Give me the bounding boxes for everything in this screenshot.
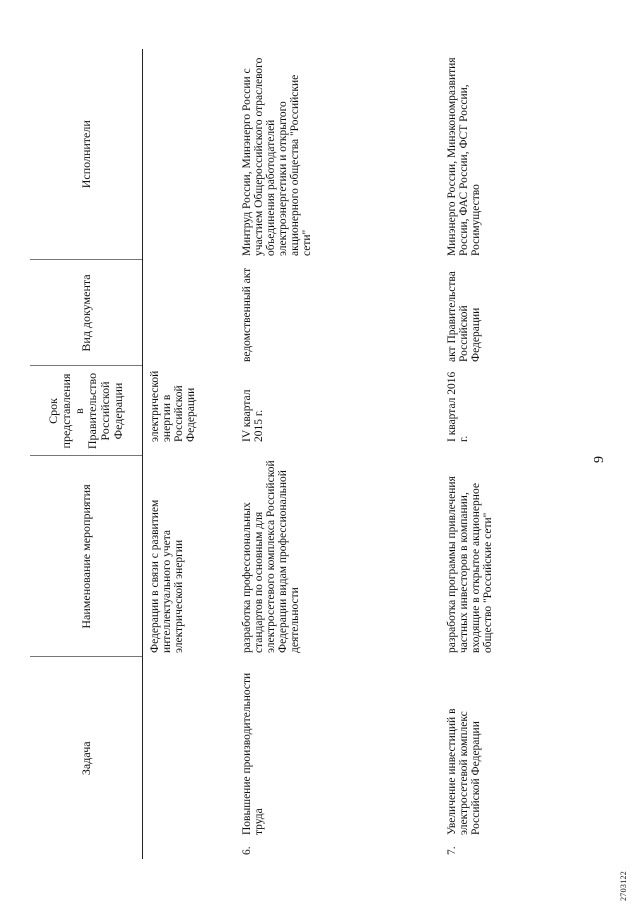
deadline-cell: IV квартал 2015 г. <box>240 389 265 442</box>
document-type-cell: акт Правительства Российской Федерации <box>445 271 482 362</box>
page-number: 9 <box>592 456 607 463</box>
action-plan-table <box>30 49 590 859</box>
executors-cell <box>143 49 235 260</box>
task-cell <box>143 657 235 859</box>
table-row <box>143 49 235 859</box>
document-type-cell <box>143 260 235 366</box>
deadline-cell: I квартал 2016 г. <box>445 371 470 442</box>
table-row <box>440 49 590 859</box>
document-code: 2703122 <box>619 870 628 901</box>
document-type-cell: ведомственный акт <box>240 267 253 362</box>
measure-cell: Федерации в связи с развитием интеллектуального учета электрической энергии <box>149 499 185 653</box>
header-executors: Исполнители <box>30 49 143 260</box>
measure-cell: разработка программы привлечения частных инвесторов в компании, входящие в открытое акционерное общество "Российские сети" <box>445 476 494 653</box>
executors-cell: Минтруд России, Минэнерго России с участием Общероссийского отраслевого объединения работодателей электроэнергетики и открытого акционерного общества "Российские сети" <box>240 57 313 256</box>
measure-cell: разработка профессиональных стандартов по основным для электросетевого комплекса Российской Федерации видам профессиональной деятельности <box>240 460 301 653</box>
task-text: Повышение производительности труда <box>240 672 265 835</box>
deadline-cell: электрической энергии в Российской Федерации <box>149 370 197 442</box>
task-text: Увеличение инвестиций в электросетевой комплекс Российской Федерации <box>445 708 482 835</box>
header-document-type: Вид документа <box>30 260 143 366</box>
header-task: Задача <box>30 657 143 859</box>
task-cell <box>440 657 590 859</box>
header-deadline: Срок представления в Правительство Российской Федерации <box>30 366 143 456</box>
executors-cell: Минэнерго России, Минэкономразвития России, ФАС России, ФСТ России, Росимущество <box>445 57 482 256</box>
header-measure-name: Наименование мероприятия <box>30 456 143 657</box>
row-number: 6. <box>240 846 253 855</box>
row-number: 7. <box>445 846 458 855</box>
table-row <box>235 49 440 859</box>
task-cell <box>235 657 440 859</box>
table-header-row <box>30 49 143 859</box>
